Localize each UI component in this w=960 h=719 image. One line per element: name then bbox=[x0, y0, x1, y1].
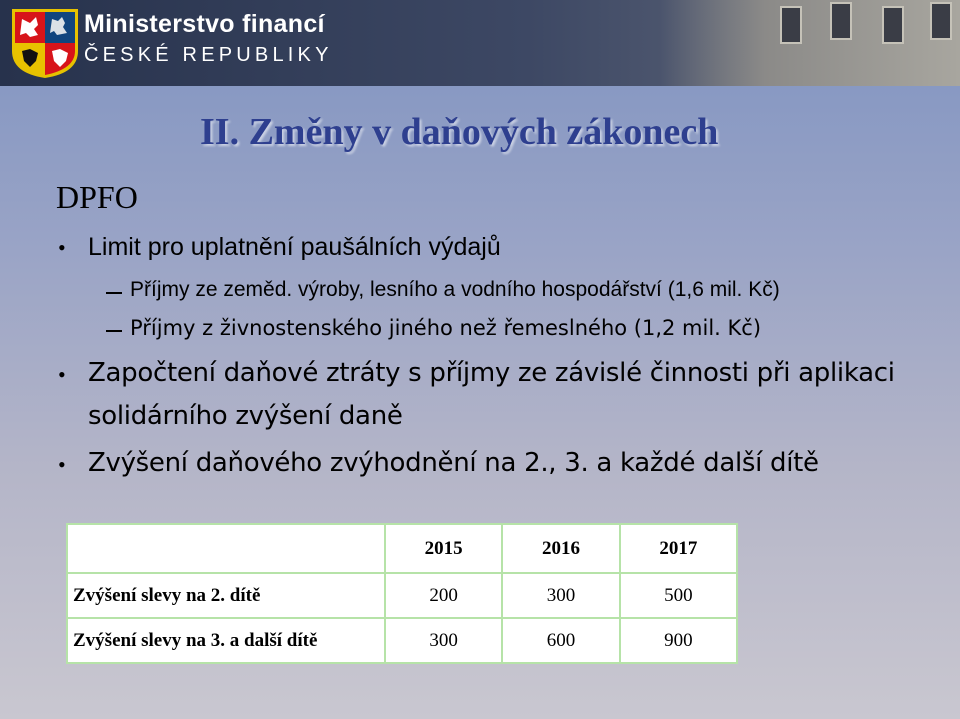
dash-marker bbox=[106, 292, 122, 294]
row-label: Zvýšení slevy na 2. dítě bbox=[67, 573, 385, 618]
slide-title: II. Změny v daňových zákonech bbox=[200, 111, 719, 153]
year-header: 2016 bbox=[502, 524, 619, 573]
year-header: 2017 bbox=[620, 524, 737, 573]
table-cell: 200 bbox=[385, 573, 502, 618]
section-heading: DPFO bbox=[56, 179, 138, 215]
table-cell: 600 bbox=[502, 618, 619, 663]
tax-credit-table bbox=[66, 523, 738, 664]
table-row bbox=[67, 618, 737, 663]
sub-bullet-text: Příjmy z živnostenského jiného než řemeslného (1,2 mil. Kč) bbox=[130, 316, 762, 340]
table-cell: 500 bbox=[620, 573, 737, 618]
table-cell: 300 bbox=[385, 618, 502, 663]
sub-bullet-text: Příjmy ze zeměd. výroby, lesního a vodního hospodářství (1,6 mil. Kč) bbox=[130, 278, 780, 301]
czech-coat-of-arms-icon bbox=[10, 7, 80, 79]
org-name: Ministerstvo financí bbox=[84, 10, 325, 38]
bullet-dot: • bbox=[58, 362, 66, 387]
table-row bbox=[67, 573, 737, 618]
table-cell: 300 bbox=[502, 573, 619, 618]
building-window bbox=[830, 2, 852, 40]
bullet-text: Limit pro uplatnění paušálních výdajů bbox=[88, 233, 501, 261]
building-window bbox=[930, 2, 952, 40]
table-cell: 900 bbox=[620, 618, 737, 663]
table-header-row bbox=[67, 524, 737, 573]
year-header: 2015 bbox=[385, 524, 502, 573]
row-label: Zvýšení slevy na 3. a další dítě bbox=[67, 618, 385, 663]
bullet-dot: • bbox=[58, 452, 66, 477]
bullet-text: Zvýšení daňového zvýhodnění na 2., 3. a každé další dítě bbox=[88, 448, 819, 478]
building-window bbox=[882, 6, 904, 44]
bullet-text-continued: solidárního zvýšení daně bbox=[88, 401, 403, 431]
building-photo bbox=[660, 0, 960, 86]
org-subtitle: ČESKÉ REPUBLIKY bbox=[84, 44, 333, 66]
bullet-dot: • bbox=[58, 235, 66, 260]
bullet-text: Započtení daňové ztráty s příjmy ze závislé činnosti při aplikaci bbox=[88, 358, 895, 388]
dash-marker bbox=[106, 330, 122, 332]
header-band bbox=[0, 0, 960, 86]
table-corner-cell bbox=[67, 524, 385, 573]
building-window bbox=[780, 6, 802, 44]
